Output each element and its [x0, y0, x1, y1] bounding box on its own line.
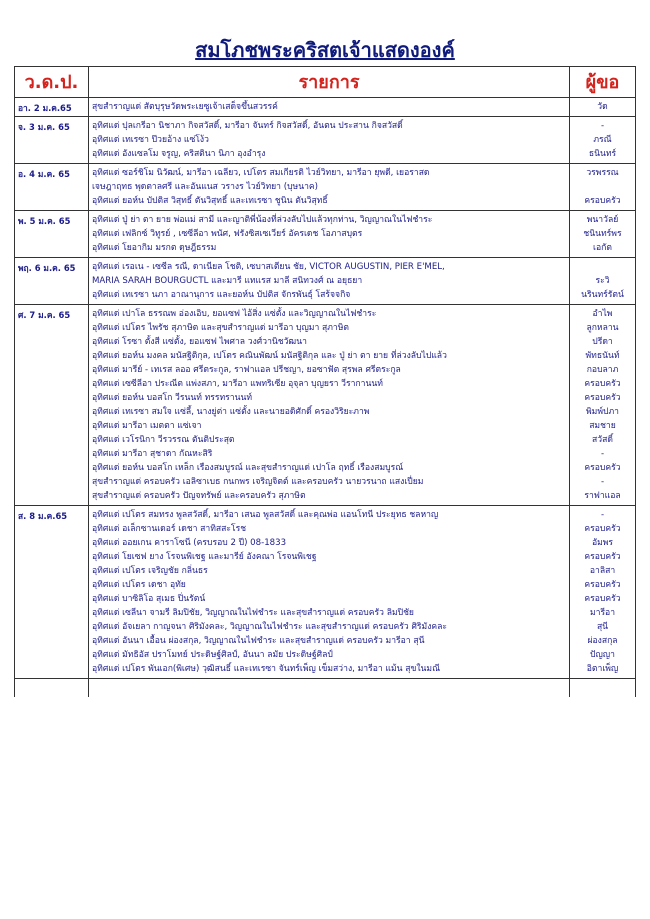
- continuation-cell: [15, 679, 89, 698]
- column-header-date: ว.ด.ป.: [15, 67, 89, 98]
- continuation-cell: [89, 679, 570, 698]
- intention-line: อุทิศแด่ เปาโล ธรรณพ อ่องเอิบ, ยอแซฟ ไอ้สิ่ง แซ่ตั้ง และวิญญาณในไฟชำระ: [92, 309, 377, 319]
- table-row: [15, 506, 636, 679]
- requester-name: พิมพ์ปภา: [586, 407, 619, 417]
- row-requesters: [570, 211, 636, 258]
- requester-name: ครอบครัว: [584, 524, 621, 534]
- requester-name: -: [600, 449, 605, 459]
- row-date: จ. 3 ม.ค. 65: [15, 117, 89, 164]
- requester-name: ครอบครัว: [584, 463, 621, 473]
- intention-line: อุทิศแด่ อังแซลโม จรูญ, คริสตินา นิภา อุงอำรุง: [92, 149, 266, 159]
- column-header-requester: ผู้ขอ: [570, 67, 636, 98]
- intention-line: อุทิศแด่ เซลีนา จามรี ลิมปิชัย, วิญญาณในไฟชำระ และสุขสำราญแด่ ครอบครัว ลิมปิชัย: [92, 608, 414, 618]
- intention-line: อุทิศแด่ เทเรซา ป๊วยอ้าง แซ่โง้ว: [92, 135, 209, 145]
- intention-line: อุทิศแด่ ออยเกน คาราโซนี (ครบรอบ 2 ปี) 08-1833: [92, 538, 287, 548]
- intention-line: MARIA SARAH BOURGUCTL และมารี แทแรส มาลี สนิทวงศ์ ณ อยุธยา: [92, 276, 363, 286]
- requester-name: ผ่องสกุล: [587, 636, 618, 646]
- requester-name: ครอบครัว: [584, 393, 621, 403]
- column-header-items: รายการ: [89, 67, 570, 98]
- table-row: [15, 117, 636, 164]
- requester-name: ราฟาแอล: [584, 491, 621, 501]
- row-date: อ. 4 ม.ค. 65: [15, 164, 89, 211]
- intention-line: อุทิศแด่ โยอากิม มรกต ดุษฎีธรรม: [92, 243, 217, 253]
- row-requesters: [570, 98, 636, 117]
- table-continuation-row: [15, 679, 636, 698]
- row-date: อา. 2 ม.ค.65: [15, 98, 89, 117]
- row-items: [89, 117, 570, 164]
- mass-intentions-table: [14, 66, 636, 697]
- table-header-row: [15, 67, 636, 98]
- row-items: [89, 258, 570, 305]
- table-row: [15, 211, 636, 258]
- intention-line: อุทิศแด่ ยอห์น มงคล มนัสฐิติกุล, เปโตร คณินพัฒน์ มนัสฐิติกุล และ ปู่ ย่า ตา ยาย ที่ล่วงลับไปแล้ว: [92, 351, 447, 361]
- intention-line: อุทิศแด่ เปโตร สมทรง พูลสวัสดิ์, มารีอา เสนอ พูลสวัสดิ์ และคุณพ่อ แอนโทนี ประยุทธ ชลหาญ: [92, 510, 439, 520]
- requester-name: [570, 180, 635, 194]
- intention-line: อุทิศแด่ มัทธิอัส ปราโมทย์ ประดิษฐ์ศิลป์, อันนา ลมัย ประดิษฐ์ศิลป์: [92, 650, 333, 660]
- row-date: ส. 8 ม.ค.65: [15, 506, 89, 679]
- row-items: [89, 98, 570, 117]
- intention-line: อุทิศแด่ เปโตร ไพรัช สุภาษิต และสุขสำราญแด่ มารีอา บุญมา สุภาษิต: [92, 323, 349, 333]
- intention-line: สุขสำราญแด่ ครอบครัว เอลิซาเบธ กนกพร เจริญจิตต์ และครอบครัว นายวรนาถ แสงเปี่ยม: [92, 477, 424, 487]
- row-requesters: [570, 305, 636, 506]
- row-date: ศ. 7 ม.ค. 65: [15, 305, 89, 506]
- page-title: สมโภชพระคริสตเจ้าแสดงองค์: [195, 38, 455, 62]
- table-row: [15, 98, 636, 117]
- intention-line: อุทิศแด่ เปโตร เจริญชัย กลิ่นธร: [92, 566, 208, 576]
- intention-line: อุทิศแด่ เปโตร พันเอก(พิเศษ) วุฒิสนธิ์ และเทเรซา จันทร์เพ็ญ เข็มสว่าง, มารีอา แม้น สุขในมณี: [92, 664, 441, 674]
- requester-name: -: [600, 510, 605, 520]
- table-row: [15, 164, 636, 211]
- intention-line: อุทิศแด่ มารีอา สุชาดา กัณหะสิริ: [92, 449, 213, 459]
- requester-name: มารีอา: [589, 608, 616, 618]
- requester-name: ระวิ: [595, 276, 610, 286]
- row-items: [89, 506, 570, 679]
- requester-name: [570, 260, 635, 274]
- requester-name: เอกัต: [593, 243, 612, 253]
- intention-line: อุทิศแด่ เซซีลีอา ประณีต แพ่งสภา, มารีอา แพทริเซีย อุจุลา บุญยรา วีรากานนท์: [92, 379, 383, 389]
- requester-name: ครอบครัว: [584, 196, 621, 206]
- table-body: [15, 98, 636, 679]
- requester-name: -: [600, 477, 605, 487]
- row-items: [89, 211, 570, 258]
- requester-name: พนาวัลย์: [586, 215, 619, 225]
- row-requesters: [570, 117, 636, 164]
- row-date: พ. 5 ม.ค. 65: [15, 211, 89, 258]
- requester-name: อัมพร: [591, 538, 614, 548]
- requester-name: นรินทร์รัตน์: [581, 290, 624, 300]
- row-requesters: [570, 164, 636, 211]
- continuation-cell: [570, 679, 636, 698]
- table-row: [15, 305, 636, 506]
- requester-name: อาลิสา: [589, 566, 616, 576]
- requester-name: ครอบครัว: [584, 594, 621, 604]
- requester-name: วรพรรณ: [586, 168, 619, 178]
- intention-line: สุขสำราญแด่ ครอบครัว ปัญจทรัพย์ และครอบครัว สุภาษิต: [92, 491, 306, 501]
- requester-name: ครอบครัว: [584, 552, 621, 562]
- row-items: [89, 164, 570, 211]
- intention-line: อุทิศแด่ มารีอา เมตตา แซ่เจา: [92, 421, 202, 431]
- intention-line: อุทิศแด่ เปโตร เดชา อุทัย: [92, 580, 186, 590]
- intention-line: อุทิศแด่ เรอเน - เซซีล รณี, ดาเนียล โชติ, เซบาสเตียน ชัย, VICTOR AUGUSTIN, PIER E'MEL,: [92, 262, 445, 272]
- intention-line: อุทิศแด่ ยอห์น บอสโก เหล็ก เรืองสมบูรณ์ และสุขสำราญแด่ เปาโล ฤทธิ์ เรืองสมบูรณ์: [92, 463, 404, 473]
- intention-line: อุทิศแด่ โรซา ตั้งสี แซ่ตั้ง, ยอแซฟ ไพศาล วงศ์วานิชวัฒนา: [92, 337, 307, 347]
- intention-line: อุทิศแด่ อันนา เอื้อน ผ่องสกุล, วิญญาณในไฟชำระ และสุขสำราญแด่ ครอบครัว มารีอา สุนี: [92, 636, 425, 646]
- requester-name: ลูกหลาน: [586, 323, 619, 333]
- intention-line: สุขสำราญแด่ สัตบุรุษวัดพระเยซูเจ้าเสด็จขึ้นสวรรค์: [92, 102, 278, 112]
- requester-name: อำไพ: [592, 309, 613, 319]
- requester-name: วัด: [597, 102, 608, 112]
- intention-line: อุทิศแด่ อเล็กซานเดอร์ เดชา สาทิสสะโรช: [92, 524, 247, 534]
- requester-name: อิตาเพ็ญ: [586, 664, 619, 674]
- requester-name: ภรณี: [593, 135, 612, 145]
- intention-line: อุทิศแด่ เทเรซา นภา อาณานุการ และยอห์น บัปติส จักรพันธุ์ โสร้จจกิจ: [92, 290, 351, 300]
- intention-line: อุทิศแด่ เวโรนิกา วีรวรรณ ตันติประสุต: [92, 435, 235, 445]
- intention-line: อุทิศแด่ ซอร์ชิโม นิวัฒน์, มารีอา เฉลียว, เปโตร สมเกียรติ ไวย์วิทยา, มารีอา ยุพดี, เยอราสด: [92, 168, 430, 178]
- intention-line: อุทิศแด่ ยอห์น บอสโก วีรนนท์ ทรรทรานนท์: [92, 393, 253, 403]
- requester-name: ปรีดา: [592, 337, 613, 347]
- requester-name: สุนี: [596, 622, 609, 632]
- row-items: [89, 305, 570, 506]
- intention-line: เจษฎาฤทธ พุดตาลศรี และอันแนส วรางร ไวย์วิทยา (บุษนาค): [92, 182, 318, 192]
- requester-name: สมชาย: [589, 421, 616, 431]
- requester-name: ชนินทร์พร: [583, 229, 622, 239]
- requester-name: พัทธนันท์: [585, 351, 620, 361]
- intention-line: อุทิศแด่ บาซิลิโอ สุเมธ ปิ่นรัตน์: [92, 594, 206, 604]
- intention-line: อุทิศแด่ ยอห์น บัปติส วิสุทธิ์ ตันวิสุทธิ์ และเทเรซา ชูนิน ตันวิสุทธิ์: [92, 196, 328, 206]
- intention-line: อุทิศแด่ มารีย์ - เทเรส ลออ ศรีตระกูล, ราฟาแอล ปรีชญา, ยอซาฟัต สุรพล ศรีตระกูล: [92, 365, 401, 375]
- requester-name: กอบลาภ: [586, 365, 619, 375]
- requester-name: สวัสดิ์: [592, 435, 613, 445]
- intention-line: อุทิศแด่ เทเรซา สมใจ แซ่ลี้, นางยู่ต่า แซ่ตั้ง และนายอดิศักดิ์ ครองวิริยะภาพ: [92, 407, 370, 417]
- row-requesters: [570, 506, 636, 679]
- requester-name: ครอบครัว: [584, 379, 621, 389]
- intention-line: อุทิศแด่ เฟลิกซ์ วิทูรย์ , เซซีลีอา พนัศ, ฟรังซิสเซเวียร์ อัครเดช โอภาสบุตร: [92, 229, 363, 239]
- requester-name: ปัญญา: [590, 650, 615, 660]
- requester-name: -: [600, 121, 605, 131]
- intention-line: อุทิศแด่ อัจเยลา กาญจนา ศิริมังคละ, วิญญาณในไฟชำระ และสุขสำราญแด่ ครอบครัว ศิริมังคละ: [92, 622, 448, 632]
- requester-name: ธนินทร์: [588, 149, 617, 159]
- intention-line: อุทิศแด่ ปุลเกรีอา นิชาภา กิจสวัสดิ์, มารีอา จันทร์ กิจสวัสดิ์, อันตน ประสาน กิจสวัสดิ์: [92, 121, 403, 131]
- intention-line: อุทิศแด่ โยเซฟ ยาง โรจนพิเชฐ และมารีย์ อังคณา โรจนพิเชฐ: [92, 552, 317, 562]
- intention-line: อุทิศแด่ ปู่ ย่า ตา ยาย พ่อแม่ สามี และญาติพี่น้องที่ล่วงลับไปแล้วทุกท่าน, วิญญาณในไฟชำระ: [92, 215, 433, 225]
- table-row: [15, 258, 636, 305]
- requester-name: ครอบครัว: [584, 580, 621, 590]
- row-requesters: [570, 258, 636, 305]
- row-date: พฤ. 6 ม.ค. 65: [15, 258, 89, 305]
